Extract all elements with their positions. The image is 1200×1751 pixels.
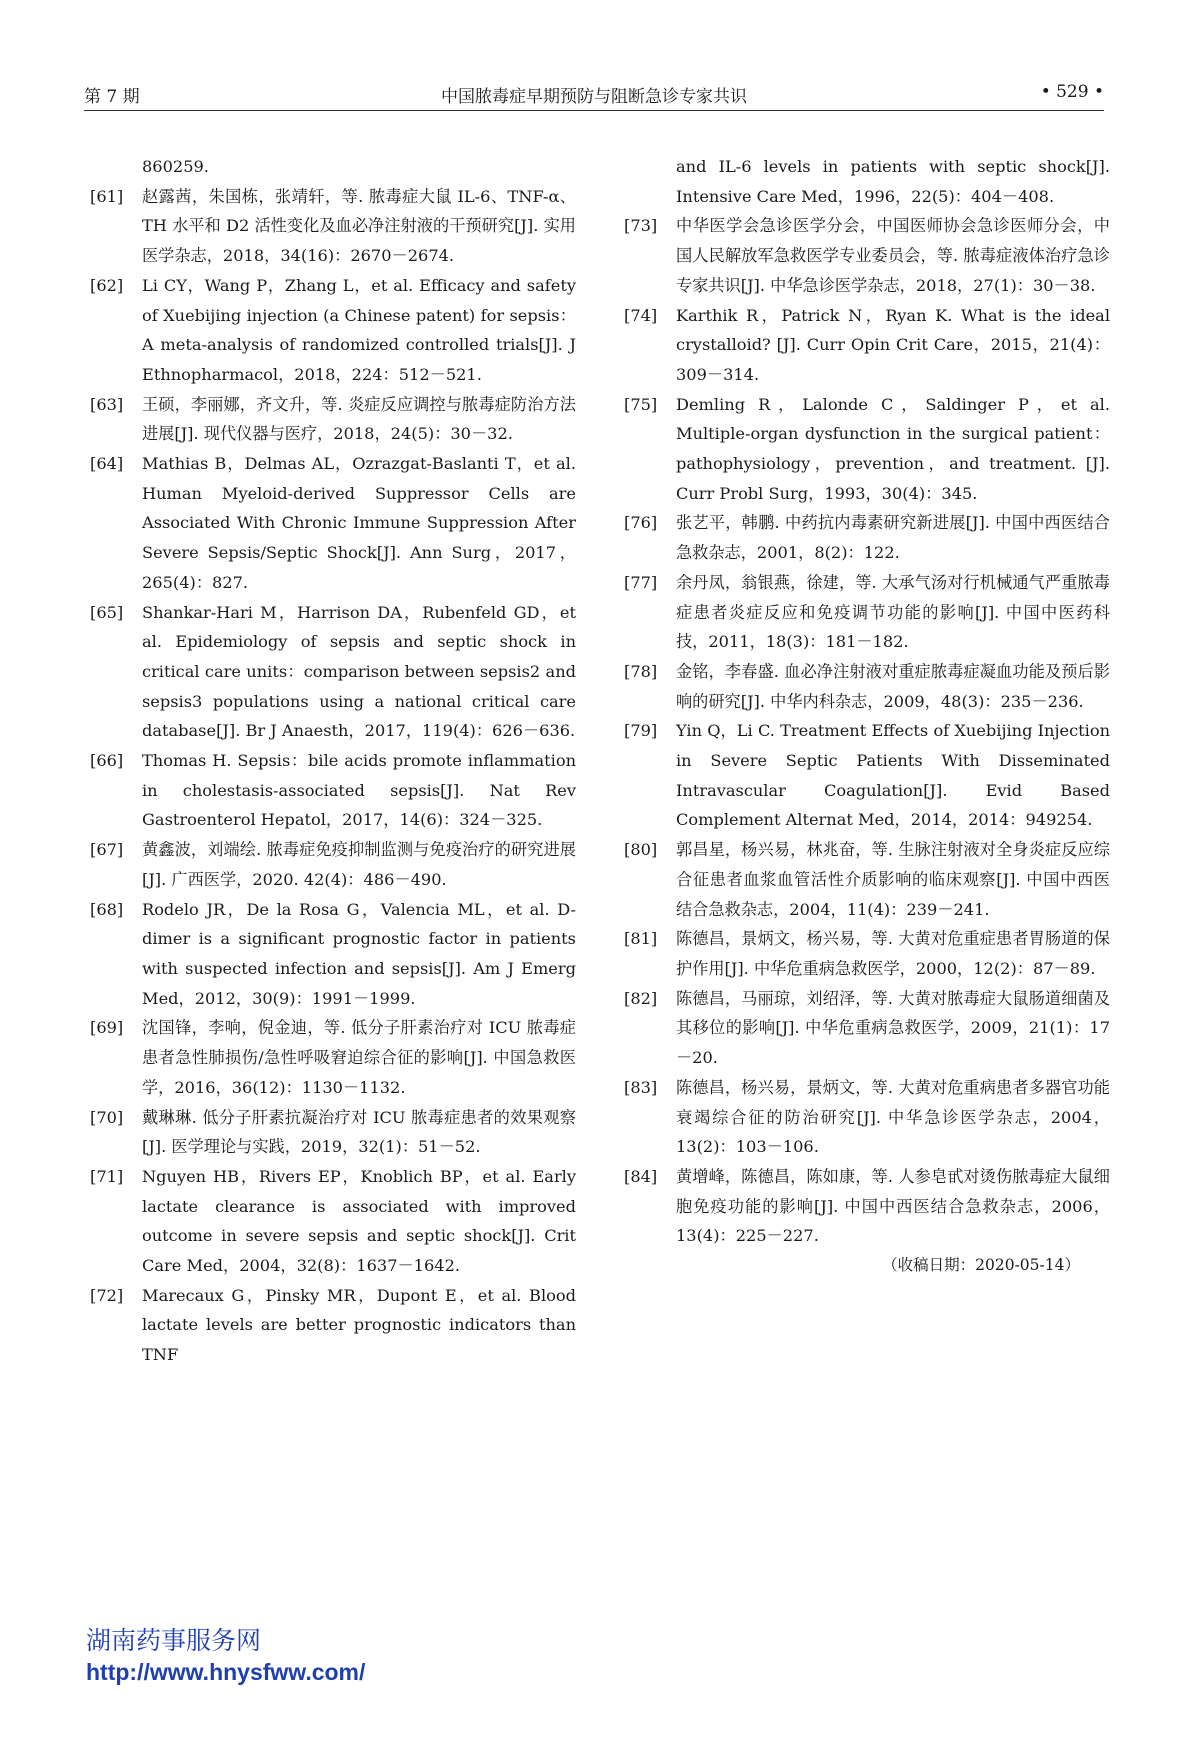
reference-entry [90,895,576,1014]
reference-entry [624,657,1110,716]
reference-entry [624,984,1110,1073]
reference-text: 黄鑫波，刘端绘. 脓毒症免疫抑制监测与免疫治疗的研究进展[J]. 广西医学，2020. 42(4)：486－490. [142,840,576,889]
reference-text: 赵露茜，朱国栋，张靖轩，等. 脓毒症大鼠 IL-6、TNF-α、TH 水平和 D2 活性变化及血必净注射液的干预研究[J]. 实用医学杂志，2018，34(16)：2670－2674. [142,186,576,266]
reference-entry [624,301,1110,390]
reference-number: [61] [90,186,124,206]
reference-number: [63] [90,394,124,414]
reference-number: [68] [90,899,124,919]
reference-entry [624,390,1110,509]
reference-entry [90,746,576,835]
reference-text: Karthik R，Patrick N，Ryan K. What is the ideal crystalloid? [J]. Curr Opin Crit Care，2015，21(4)：309－314. [676,305,1110,384]
reference-text: Mathias B，Delmas AL，Ozrazgat-Baslanti T，et al. Human Myeloid-derived Suppressor Cells are Associated With Chronic Immune Suppression After Severe Sepsis/Septic Shock[J]. Ann Surg，2017，265(4)：827. [142,454,576,592]
reference-entry [90,182,576,271]
reference-number: [77] [624,572,658,592]
reference-entry [624,211,1110,300]
reference-text: 陈德昌，马丽琼，刘绍泽，等. 大黄对脓毒症大鼠肠道细菌及其移位的影响[J]. 中华危重病急救医学，2009，21(1)：17－20. [676,988,1110,1068]
reference-continuation: 860259. [142,157,209,176]
reference-column-right [624,152,1110,1281]
reference-number: [67] [90,840,124,860]
reference-text: 沈国锋，李响，倪金迪，等. 低分子肝素治疗对 ICU 脓毒症患者急性肺损伤/急性呼吸窘迫综合征的影响[J]. 中国急救医学，2016，36(12)：1130－1132. [142,1018,576,1097]
reference-entry [624,508,1110,567]
reference-list-left [90,182,576,1370]
reference-text: 张艺平，韩鹏. 中药抗内毒素研究新进展[J]. 中国中西医结合急救杂志，2001，8(2)：122. [676,513,1110,563]
reference-entry [624,1073,1110,1162]
reference-number: [83] [624,1077,658,1097]
reference-number: [62] [90,275,124,295]
reference-number: [73] [624,216,658,236]
reference-entry [90,1013,576,1102]
reference-entry [624,1162,1110,1251]
reference-number: [65] [90,602,124,622]
reference-text: Nguyen HB，Rivers EP，Knoblich BP，et al. Early lactate clearance is associated with improved outcome in severe sepsis and septic shock[J]. Crit Care Med，2004，32(8)：1637－1642. [142,1166,576,1276]
reference-number: [72] [90,1285,124,1305]
journal-article-title: 中国脓毒症早期预防与阻断急诊专家共识 [441,87,747,107]
reference-number: [64] [90,454,124,474]
reference-number: [79] [624,721,658,741]
reference-entry [624,568,1110,657]
reference-number: [74] [624,305,658,325]
reference-entry [90,598,576,747]
reference-entry [90,1103,576,1162]
reference-text: 戴琳琳. 低分子肝素抗凝治疗对 ICU 脓毒症患者的效果观察[J]. 医学理论与实践，2019，32(1)：51－52. [142,1107,576,1157]
reference-text: 黄增峰，陈德昌，陈如康，等. 人参皂甙对烫伤脓毒症大鼠细胞免疫功能的影响[J]. 中国中西医结合急救杂志，2006，13(4)：225－227. [676,1166,1110,1246]
reference-entry [624,716,1110,835]
reference-number: [84] [624,1166,658,1186]
running-header [84,78,1104,111]
reference-number: [66] [90,751,124,771]
reference-entry [90,1281,576,1370]
reference-text: Demling R，Lalonde C，Saldinger P，et al. Multiple-organ dysfunction in the surgical patient：pathophysiology，prevention，and treatment. [J]. Curr Probl Surg，1993，30(4)：345. [676,394,1110,503]
received-date: （收稿日期：2020-05-14） [882,1256,1080,1275]
issue-number: 第 7 期 [84,87,140,107]
reference-entry [624,835,1110,924]
reference-number: [75] [624,394,658,414]
reference-entry [90,390,576,449]
reference-entry [90,271,576,390]
watermark-site-name: 湖南药事服务网 [86,1626,262,1655]
reference-text: 余丹凤，翁银燕，徐建，等. 大承气汤对行机械通气严重脓毒症患者炎症反应和免疫调节功能的影响[J]. 中国中医药科技，2011，18(3)：181－182. [676,572,1110,652]
reference-number: [69] [90,1018,124,1038]
page-number: • 529 • [1040,82,1104,102]
reference-text: 王硕，李丽娜，齐文升，等. 炎症反应调控与脓毒症防治方法进展[J]. 现代仪器与医疗，2018，24(5)：30－32. [142,394,576,444]
reference-entry [90,1162,576,1281]
reference-continuation: and IL-6 levels in patients with septic shock[J]. Intensive Care Med，1996，22(5)：404－408. [676,157,1110,206]
reference-number: [81] [624,929,658,949]
reference-number: [70] [90,1107,124,1127]
reference-entry [90,449,576,598]
reference-column-left [90,152,576,1370]
reference-number: [71] [90,1166,124,1186]
reference-text: 陈德昌，景炳文，杨兴易，等. 大黄对危重症患者胃肠道的保护作用[J]. 中华危重病急救医学，2000，12(2)：87－89. [676,929,1110,978]
reference-text: Thomas H. Sepsis：bile acids promote inflammation in cholestasis-associated sepsis[J]. Nat Rev Gastroenterol Hepatol，2017，14(6)：324－325. [142,751,576,830]
reference-entry [90,835,576,894]
reference-text: Yin Q，Li C. Treatment Effects of Xuebijing Injection in Severe Septic Patients With Disseminated Intravascular Coagulation[J]. Evid Based Complement Alternat Med，2014，2014：949254. [676,721,1110,830]
site-watermark [86,1625,365,1687]
watermark-url[interactable]: http://www.hnysfww.com/ [86,1659,366,1685]
reference-number: [82] [624,988,658,1008]
reference-text: 金铭，李春盛. 血必净注射液对重症脓毒症凝血功能及预后影响的研究[J]. 中华内科杂志，2009，48(3)：235－236. [676,661,1110,711]
reference-text: 中华医学会急诊医学分会，中国医师协会急诊医师分会，中国人民解放军急救医学专业委员会，等. 脓毒症液体治疗急诊专家共识[J]. 中华急诊医学杂志，2018，27(1)：30－38. [676,216,1110,295]
reference-list-right [624,211,1110,1251]
reference-text: 陈德昌，杨兴易，景炳文，等. 大黄对危重病患者多器官功能衰竭综合征的防治研究[J]. 中华急诊医学杂志，2004，13(2)：103－106. [676,1077,1110,1157]
reference-number: [78] [624,661,658,681]
reference-number: [76] [624,513,658,533]
reference-text: 郭昌星，杨兴易，林兆奋，等. 生脉注射液对全身炎症反应综合征患者血浆血管活性介质影响的临床观察[J]. 中国中西医结合急救杂志，2004，11(4)：239－241. [676,840,1110,919]
reference-text: Marecaux G，Pinsky MR，Dupont E，et al. Blood lactate levels are better prognostic indicators than TNF [142,1285,576,1365]
reference-text: Li CY，Wang P，Zhang L，et al. Efficacy and safety of Xuebijing injection (a Chinese patent) for sepsis：A meta-analysis of randomized controlled trials[J]. J Ethnopharmacol，2018，224：512－521. [142,275,576,384]
reference-text: Rodelo JR，De la Rosa G，Valencia ML，et al. D-dimer is a significant prognostic factor in patients with suspected infection and sepsis[J]. Am J Emerg Med，2012，30(9)：1991－1999. [142,899,576,1008]
reference-number: [80] [624,840,658,860]
reference-entry [624,924,1110,983]
reference-text: Shankar-Hari M，Harrison DA，Rubenfeld GD，et al. Epidemiology of sepsis and septic shock in critical care units：comparison between sepsis2 and sepsis3 populations using a national critical care database[J]. Br J Anaesth，2017，119(4)：626－636. [142,602,576,741]
